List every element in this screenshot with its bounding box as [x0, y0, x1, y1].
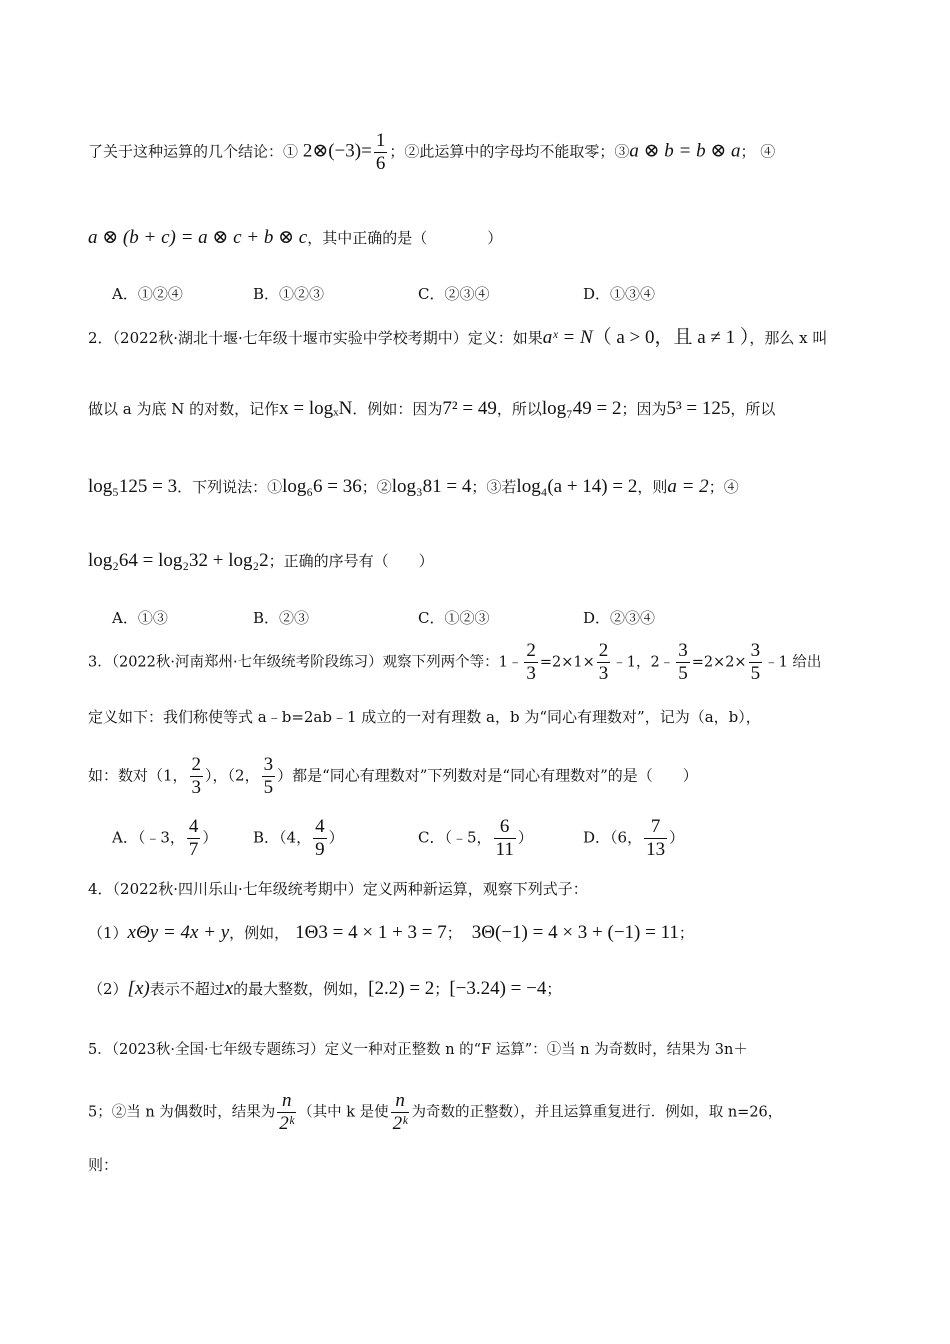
p2-line1: 2．（2022秋·湖北十堰·七年级十堰市实验中学校考期中）定义：如果aˣ = N（ a > 0，且 a ≠ 1 ），那么 x 叫 — [88, 327, 828, 348]
fraction: $\frac{1}{6}$ — [375, 130, 386, 174]
p2-line3: log₅125 = 3．下列说法：①log₆6 = 36；②log₃81 = 4；③若log₄(a + 14) = 2，则a = 2；④ — [88, 476, 739, 497]
p5-line1: 5．（2023秋·全国·七年级专题练习）定义一种对正整数 n 的“F 运算”：①当 n 为奇数时，结果为 3n＋ — [88, 1042, 748, 1058]
p4-line1: 4．（2022秋·四川乐山·七年级统考期中）定义两种新运算，观察下列式子： — [88, 880, 588, 898]
p3-line2: 定义如下：我们称使等式 a﹣b=2ab﹣1 成立的一对有理数 a，b 为“同心有理数对”，记为（a，b）， — [88, 708, 761, 726]
p2-option-c[interactable]: C．①②③ — [418, 609, 490, 627]
fraction: $\frac{3}{5}$ — [750, 640, 761, 684]
p1-line1: 了关于这种运算的几个结论：① 2⊗(−3)= $\frac{1}{6}$ ；②此运算中的字母均不能取零；③a ⊗ b = b ⊗ a； ④ — [88, 130, 776, 174]
fraction: $\frac{3}{5}$ — [678, 640, 688, 684]
fraction: $\frac{2}{3}$ — [598, 640, 609, 684]
fraction: $\frac{2}{3}$ — [191, 754, 202, 798]
p2-option-a[interactable]: A．①③ — [112, 609, 168, 627]
p5-line3: 则： — [88, 1156, 119, 1174]
p2-line2: 做以 a 为底 N 的对数，记作x = logₓN．例如：因为7² = 49，所以log₇49 = 2；因为5³ = 125，所以 — [88, 398, 776, 419]
p5-line2: 5；②当 n 为偶数时，结果为 $\frac{n}{\text{2ᵏ}}$ （其中 k 是使 $\frac{n}{\text{2ᵏ}}$ 为奇数的正整数），并且运算重复进行．例如，取 n=26， — [88, 1090, 783, 1134]
p3-line3: 如：数对（1， $\frac{2}{3}$ ），（2， $\frac{3}{5}$ ）都是“同心有理数对”下列数对是“同心有理数对”的是（ ） — [88, 754, 698, 798]
p2-option-d[interactable]: D．②③④ — [583, 609, 656, 627]
p1-option-d[interactable]: D．①③④ — [583, 285, 656, 303]
fraction: $\frac{n}{\text{2ᵏ}}$ — [392, 1090, 408, 1134]
fraction: $\frac{4}{9}$ — [315, 816, 325, 860]
p2-option-b[interactable]: B．②③ — [253, 609, 310, 627]
p3-option-a[interactable]: A．（﹣3， $\frac{4}{7}$ ） — [112, 816, 218, 860]
p1-option-a[interactable]: A．①②④ — [112, 285, 183, 303]
fraction: $\frac{2}{3}$ — [526, 640, 536, 684]
fraction: $\frac{n}{\text{2ᵏ}}$ — [279, 1090, 295, 1134]
fraction: $\frac{7}{13}$ — [646, 816, 666, 860]
fraction: $\frac{6}{11}$ — [495, 816, 514, 860]
fraction: $\frac{4}{7}$ — [188, 816, 199, 860]
p3-option-d[interactable]: D．（6， $\frac{7}{13}$ ） — [583, 816, 685, 860]
p3-line1: 3．（2022秋·河南郑州·七年级统考阶段练习）观察下列两个等：1﹣ $\frac{2}{3}$ =2×1× $\frac{2}{3}$ ﹣1，2﹣ $\frac{3}{5}$ =2×2× $\frac{3}{5}$ ﹣1 给出 — [88, 640, 822, 684]
p3-option-c[interactable]: C．（﹣5， $\frac{6}{11}$ ） — [418, 816, 533, 860]
p4-line3: （2）[x)表示不超过x的最大整数，例如，[2.2) = 2；[−3.24) = −4； — [88, 978, 562, 999]
p2-line4: log₂64 = log₂32 + log₂2；正确的序号有（ ） — [88, 550, 434, 571]
p3-option-b[interactable]: B．（4， $\frac{4}{9}$ ） — [253, 816, 344, 860]
p1-line2: a ⊗ (b + c) = a ⊗ c + b ⊗ c，其中正确的是（ ） — [88, 227, 503, 248]
p1-option-c[interactable]: C．②③④ — [418, 285, 490, 303]
p1-option-b[interactable]: B．①②③ — [253, 285, 325, 303]
p4-line2: （1）xΘy = 4x + y，例如， 1Θ3 = 4 × 1 + 3 = 7； 3Θ(−1) = 4 × 3 + (−1) = 11； — [88, 922, 694, 943]
fraction: $\frac{3}{5}$ — [263, 754, 274, 798]
